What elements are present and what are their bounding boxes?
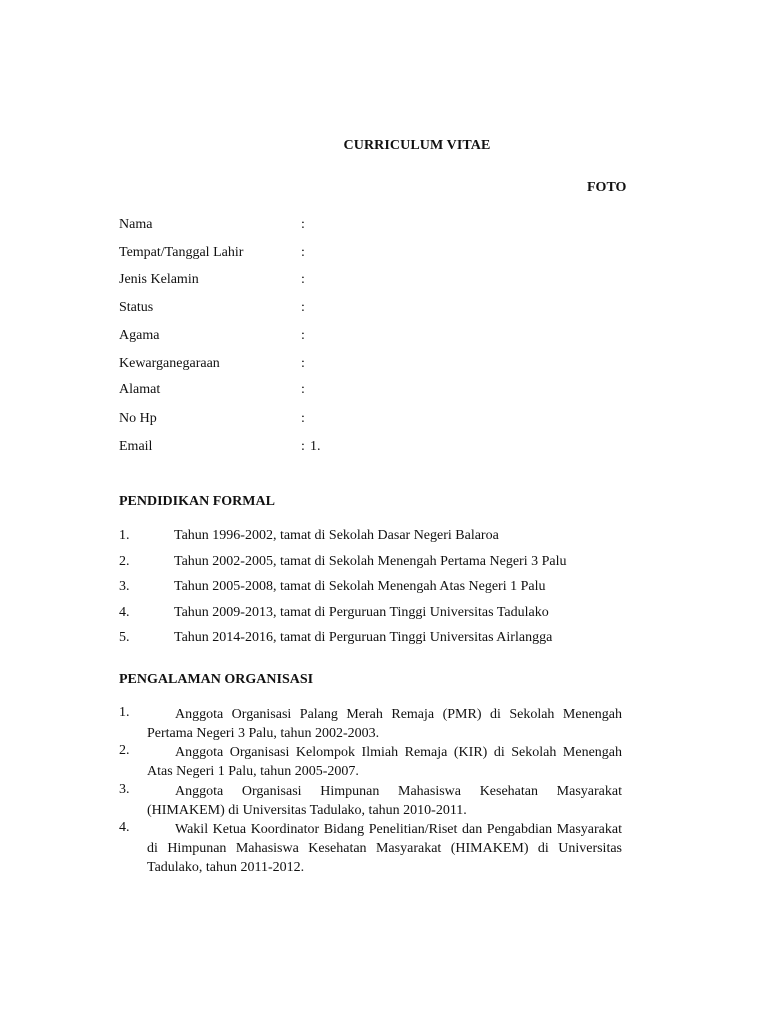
field-colon: :	[301, 328, 305, 343]
list-number: 2.	[119, 554, 130, 569]
field-label: Status	[119, 300, 154, 315]
organization-heading: PENGALAMAN ORGANISASI	[119, 672, 314, 687]
field-label: Alamat	[119, 382, 161, 397]
list-text: Anggota Organisasi Kelompok Ilmiah Remaja (KIR) di Sekolah Menengah Atas Negeri 1 Palu, tahun 2005-2007.	[147, 745, 622, 779]
list-number: 5.	[119, 630, 130, 645]
field-colon: :	[301, 439, 305, 454]
organization-list-item	[119, 705, 622, 743]
field-row-alamat	[119, 382, 639, 400]
organization-list-item	[119, 820, 622, 877]
field-label: Jenis Kelamin	[119, 272, 199, 287]
field-label: Kewarganegaraan	[119, 356, 220, 371]
field-row-agama	[119, 328, 639, 346]
field-colon: :	[301, 411, 305, 426]
field-colon: :	[301, 300, 305, 315]
list-number: 3.	[119, 782, 130, 797]
list-number: 3.	[119, 579, 130, 594]
list-number: 1.	[119, 705, 130, 720]
field-label: No Hp	[119, 411, 157, 426]
list-text: Wakil Ketua Koordinator Bidang Penelitian/Riset dan Pengabdian Masyarakat di Himpunan Mahasiswa Kesehatan Masyarakat (HIMAKEM) di Universitas Tadulako, tahun 2011-2012.	[147, 822, 622, 875]
field-colon: :	[301, 356, 305, 371]
organization-list-item	[119, 782, 622, 820]
list-number: 4.	[119, 820, 130, 835]
field-label: Email	[119, 439, 153, 454]
field-row-kewarganegaraan	[119, 356, 639, 374]
list-text: Tahun 2005-2008, tamat di Sekolah Menengah Atas Negeri 1 Palu	[174, 579, 546, 594]
organization-list-item	[119, 743, 622, 781]
list-number: 1.	[119, 528, 130, 543]
field-row-jenis-kelamin	[119, 272, 639, 290]
list-number: 4.	[119, 605, 130, 620]
list-number: 2.	[119, 743, 130, 758]
photo-placeholder-label: FOTO	[587, 180, 627, 195]
field-row-status	[119, 300, 639, 318]
list-text: Anggota Organisasi Himpunan Mahasiswa Kesehatan Masyarakat (HIMAKEM) di Universitas Tadulako, tahun 2010-2011.	[147, 784, 622, 818]
field-row-tempat-tanggal-lahir	[119, 245, 639, 263]
field-colon: :	[301, 217, 305, 232]
field-colon: :	[301, 272, 305, 287]
field-row-email	[119, 439, 639, 457]
list-text: Anggota Organisasi Palang Merah Remaja (PMR) di Sekolah Menengah Pertama Negeri 3 Palu, tahun 2002-2003.	[147, 707, 622, 741]
list-text: Tahun 2002-2005, tamat di Sekolah Menengah Pertama Negeri 3 Palu	[174, 554, 567, 569]
document-title: CURRICULUM VITAE	[343, 138, 491, 153]
field-label: Tempat/Tanggal Lahir	[119, 245, 244, 260]
list-text: Tahun 2014-2016, tamat di Perguruan Tinggi Universitas Airlangga	[174, 630, 553, 645]
list-text: Tahun 1996-2002, tamat di Sekolah Dasar Negeri Balaroa	[174, 528, 499, 543]
field-value: 1.	[310, 439, 321, 454]
field-label: Agama	[119, 328, 160, 343]
field-row-no-hp	[119, 411, 639, 429]
list-text: Tahun 2009-2013, tamat di Perguruan Tinggi Universitas Tadulako	[174, 605, 549, 620]
field-label: Nama	[119, 217, 153, 232]
field-colon: :	[301, 245, 305, 260]
field-row-nama	[119, 217, 639, 235]
field-colon: :	[301, 382, 305, 397]
education-heading: PENDIDIKAN FORMAL	[119, 494, 275, 509]
